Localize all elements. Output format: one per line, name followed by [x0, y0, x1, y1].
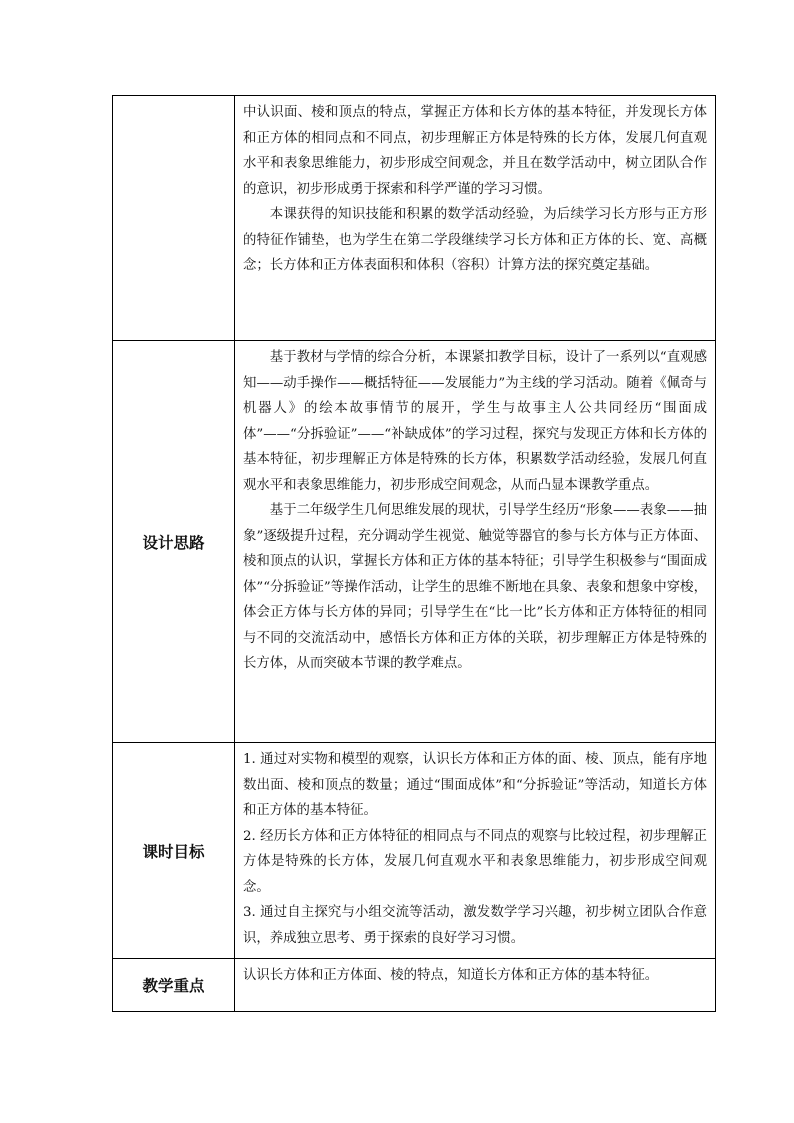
row-content: [235, 743, 716, 959]
table-row: [113, 743, 716, 959]
paragraph: 基于教材与学情的综合分析，本课紧扣教学目标，设计了一系列以“直观感知——动手操作——概括特征——发展能力”为主线的学习活动。随着《佩奇与机器人》的绘本故事情节的展开，学生与故事主人公共同经历“围面成体”——“分拆验证”——“补缺成体”的学习过程，探究与发现正方体和长方体的基本特征，初步理解正方体是特殊的长方体，积累数学活动经验，发展几何直观水平和表象思维能力，初步形成空间观念，从而凸显本课教学重点。: [243, 350, 707, 493]
paragraph: 认识长方体和正方体面、棱的特点，知道长方体和正方体的基本特征。: [243, 968, 659, 983]
lesson-plan-table: [112, 95, 716, 1012]
row-content: [235, 341, 716, 743]
paragraph: 中认识面、棱和顶点的特点，掌握正方体和长方体的基本特征，并发现长方体和正方体的相同点和不同点，初步理解正方体是特殊的长方体，发展几何直观水平和表象思维能力，初步形成空间观念，并且在数学活动中，树立团队合作的意识，初步形成勇于探索和科学严谨的学习习惯。: [243, 105, 707, 197]
paragraph: 3. 通过自主探究与小组交流等活动，激发数学学习兴趣，初步树立团队合作意识，养成独立思考、勇于探索的良好学习习惯。: [243, 905, 707, 946]
row-content: [235, 96, 716, 341]
row-content: [235, 959, 716, 1012]
paragraph: 基于二年级学生几何思维发展的现状，引导学生经历“形象——表象——抽象”逐级提升过程，充分调动学生视觉、触觉等器官的参与长方体与正方体面、棱和顶点的认识，掌握长方体和正方体的基本特征；引导学生积极参与“围面成体”“分拆验证”等操作活动，让学生的思维不断地在具象、表象和想象中穿梭，体会正方体与长方体的异同；引导学生在“比一比”长方体和正方体特征的相同与不同的交流活动中，感悟长方体和正方体的关联，初步理解正方体是特殊的长方体，从而突破本节课的教学难点。: [243, 503, 707, 671]
table-row: [113, 96, 716, 341]
table-row: [113, 341, 716, 743]
row-label-lesson-goals: 课时目标: [113, 743, 235, 959]
paragraph: 1. 通过对实物和模型的观察，认识长方体和正方体的面、棱、顶点，能有序地数出面、棱和顶点的数量；通过“围面成体”和“分拆验证”等活动，知道长方体和正方体的基本特征。: [243, 752, 707, 818]
table-row: [113, 959, 716, 1012]
row-label-design-idea: 设计思路: [113, 341, 235, 743]
paragraph: 本课获得的知识技能和积累的数学活动经验，为后续学习长方形与正方形的特征作铺垫，也为学生在第二学段继续学习长方体和正方体的长、宽、高概念；长方体和正方体表面积和体积（容积）计算方法的探究奠定基础。: [243, 207, 707, 273]
row-label: [113, 96, 235, 341]
paragraph: 2. 经历长方体和正方体特征的相同点与不同点的观察与比较过程，初步理解正方体是特殊的长方体，发展几何直观水平和表象思维能力，初步形成空间观念。: [243, 828, 707, 895]
row-label-teaching-focus: 教学重点: [113, 959, 235, 1012]
